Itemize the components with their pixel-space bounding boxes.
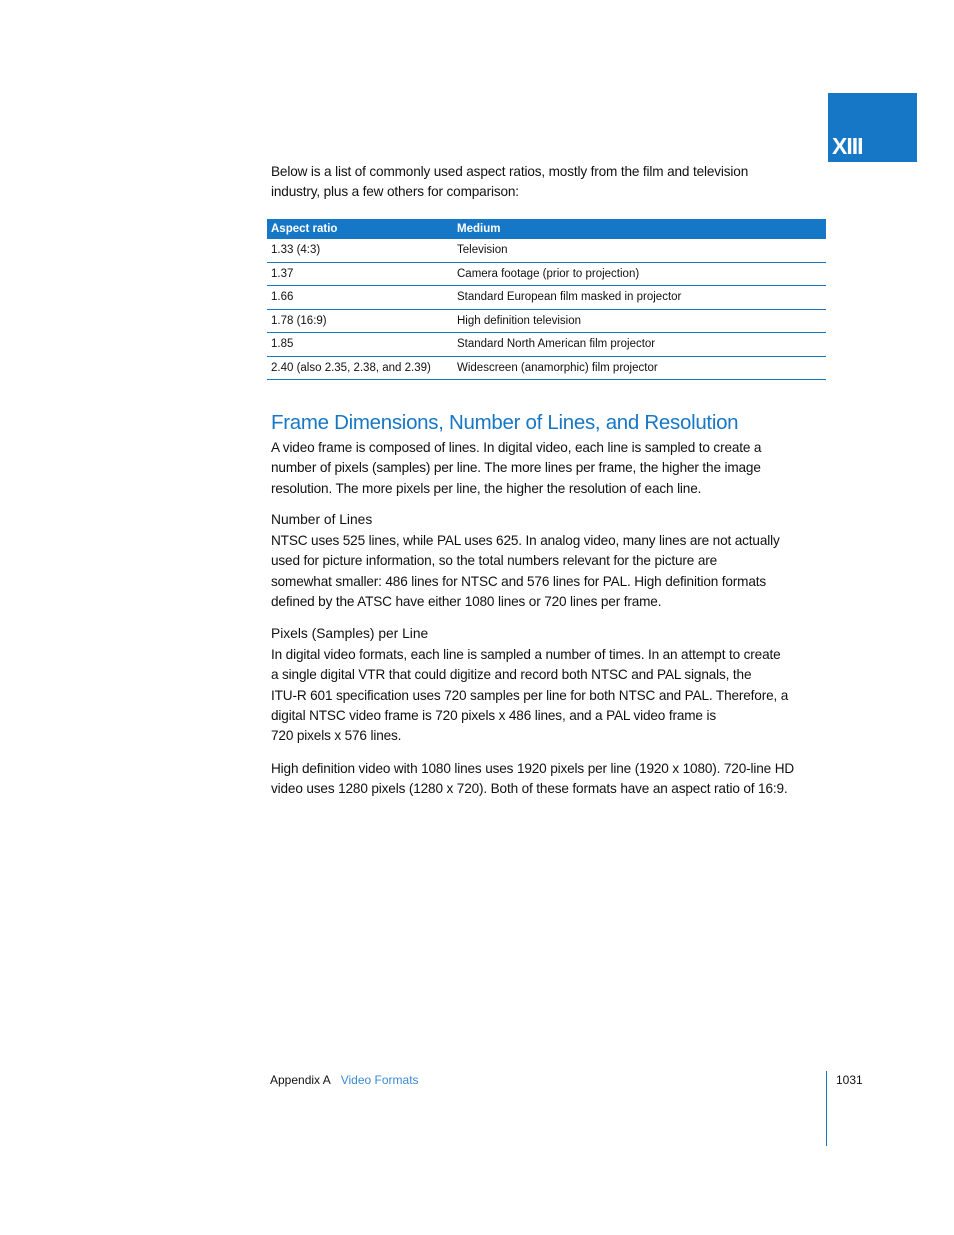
aspect-ratio-cell: 2.40 (also 2.35, 2.38, and 2.39) (267, 356, 453, 380)
table-row (267, 356, 826, 380)
aspect-ratio-cell: 1.78 (16:9) (267, 309, 453, 333)
medium-cell: Standard North American film projector (453, 333, 826, 357)
chapter-tab (828, 93, 917, 162)
text-line: ITU-R 601 specification uses 720 samples per line for both NTSC and PAL. Therefore, a (271, 687, 789, 703)
subheading-number-of-lines: Number of Lines (271, 512, 373, 527)
aspect-ratio-cell: 1.66 (267, 286, 453, 310)
lines-paragraph (271, 531, 780, 612)
aspect-ratio-table (267, 219, 826, 380)
text-line: number of pixels (samples) per line. The more lines per frame, the higher the image (271, 460, 761, 476)
section-title: Frame Dimensions, Number of Lines, and Resolution (271, 411, 739, 434)
table-row (267, 333, 826, 357)
text-line: In digital video formats, each line is sampled a number of times. In an attempt to create (271, 647, 781, 662)
pixels-paragraph (271, 645, 788, 746)
table-row (267, 262, 826, 286)
text-line: Below is a list of commonly used aspect ratios, mostly from the film and television (271, 164, 749, 179)
text-line: used for picture information, so the total numbers relevant for the picture are (271, 553, 718, 569)
text-line: video uses 1280 pixels (1280 x 720). Both of these formats have an aspect ratio of 16:9. (271, 781, 788, 797)
medium-cell: Television (453, 239, 826, 262)
aspect-ratio-cell: 1.85 (267, 333, 453, 357)
aspect-ratio-cell: 1.37 (267, 262, 453, 286)
chapter-link[interactable]: Video Formats (340, 1073, 419, 1087)
intro-paragraph (271, 162, 748, 203)
column-header: Aspect ratio (267, 219, 453, 239)
text-line: A video frame is composed of lines. In digital video, each line is sampled to create a (271, 440, 762, 455)
table-row (267, 286, 826, 310)
medium-cell: High definition television (453, 309, 826, 333)
subheading-pixels-per-line: Pixels (Samples) per Line (271, 626, 429, 641)
text-line: digital NTSC video frame is 720 pixels x 486 lines, and a PAL video frame is (271, 707, 716, 723)
medium-cell: Standard European film masked in projector (453, 286, 826, 310)
table-row (267, 309, 826, 333)
chapter-tab-label: XIII (832, 133, 863, 159)
text-line: High definition video with 1080 lines uses 1920 pixels per line (1920 x 1080). 720-line HD (271, 761, 795, 776)
text-line: a single digital VTR that could digitize and record both NTSC and PAL signals, the (271, 667, 752, 683)
text-line: somewhat smaller: 486 lines for NTSC and 576 lines for PAL. High definition formats (271, 573, 767, 589)
text-line: NTSC uses 525 lines, while PAL uses 625. In analog video, many lines are not actually (271, 533, 780, 548)
appendix-label: Appendix A (270, 1073, 331, 1087)
aspect-ratio-cell: 1.33 (4:3) (267, 239, 453, 262)
table-row (267, 239, 826, 262)
text-line: resolution. The more pixels per line, the higher the resolution of each line. (271, 480, 702, 496)
text-line: defined by the ATSC have either 1080 lines or 720 lines per frame. (271, 593, 662, 609)
column-header: Medium (453, 219, 826, 239)
page-number: 1031 (836, 1073, 863, 1087)
footer-breadcrumb (270, 1073, 419, 1087)
footer-divider (826, 1071, 827, 1146)
text-line: 720 pixels x 576 lines. (271, 728, 402, 744)
table-header-row (267, 219, 826, 239)
section-paragraph (271, 438, 761, 499)
hd-paragraph (271, 759, 794, 800)
medium-cell: Camera footage (prior to projection) (453, 262, 826, 286)
medium-cell: Widescreen (anamorphic) film projector (453, 356, 826, 380)
text-line: industry, plus a few others for comparison: (271, 184, 519, 200)
